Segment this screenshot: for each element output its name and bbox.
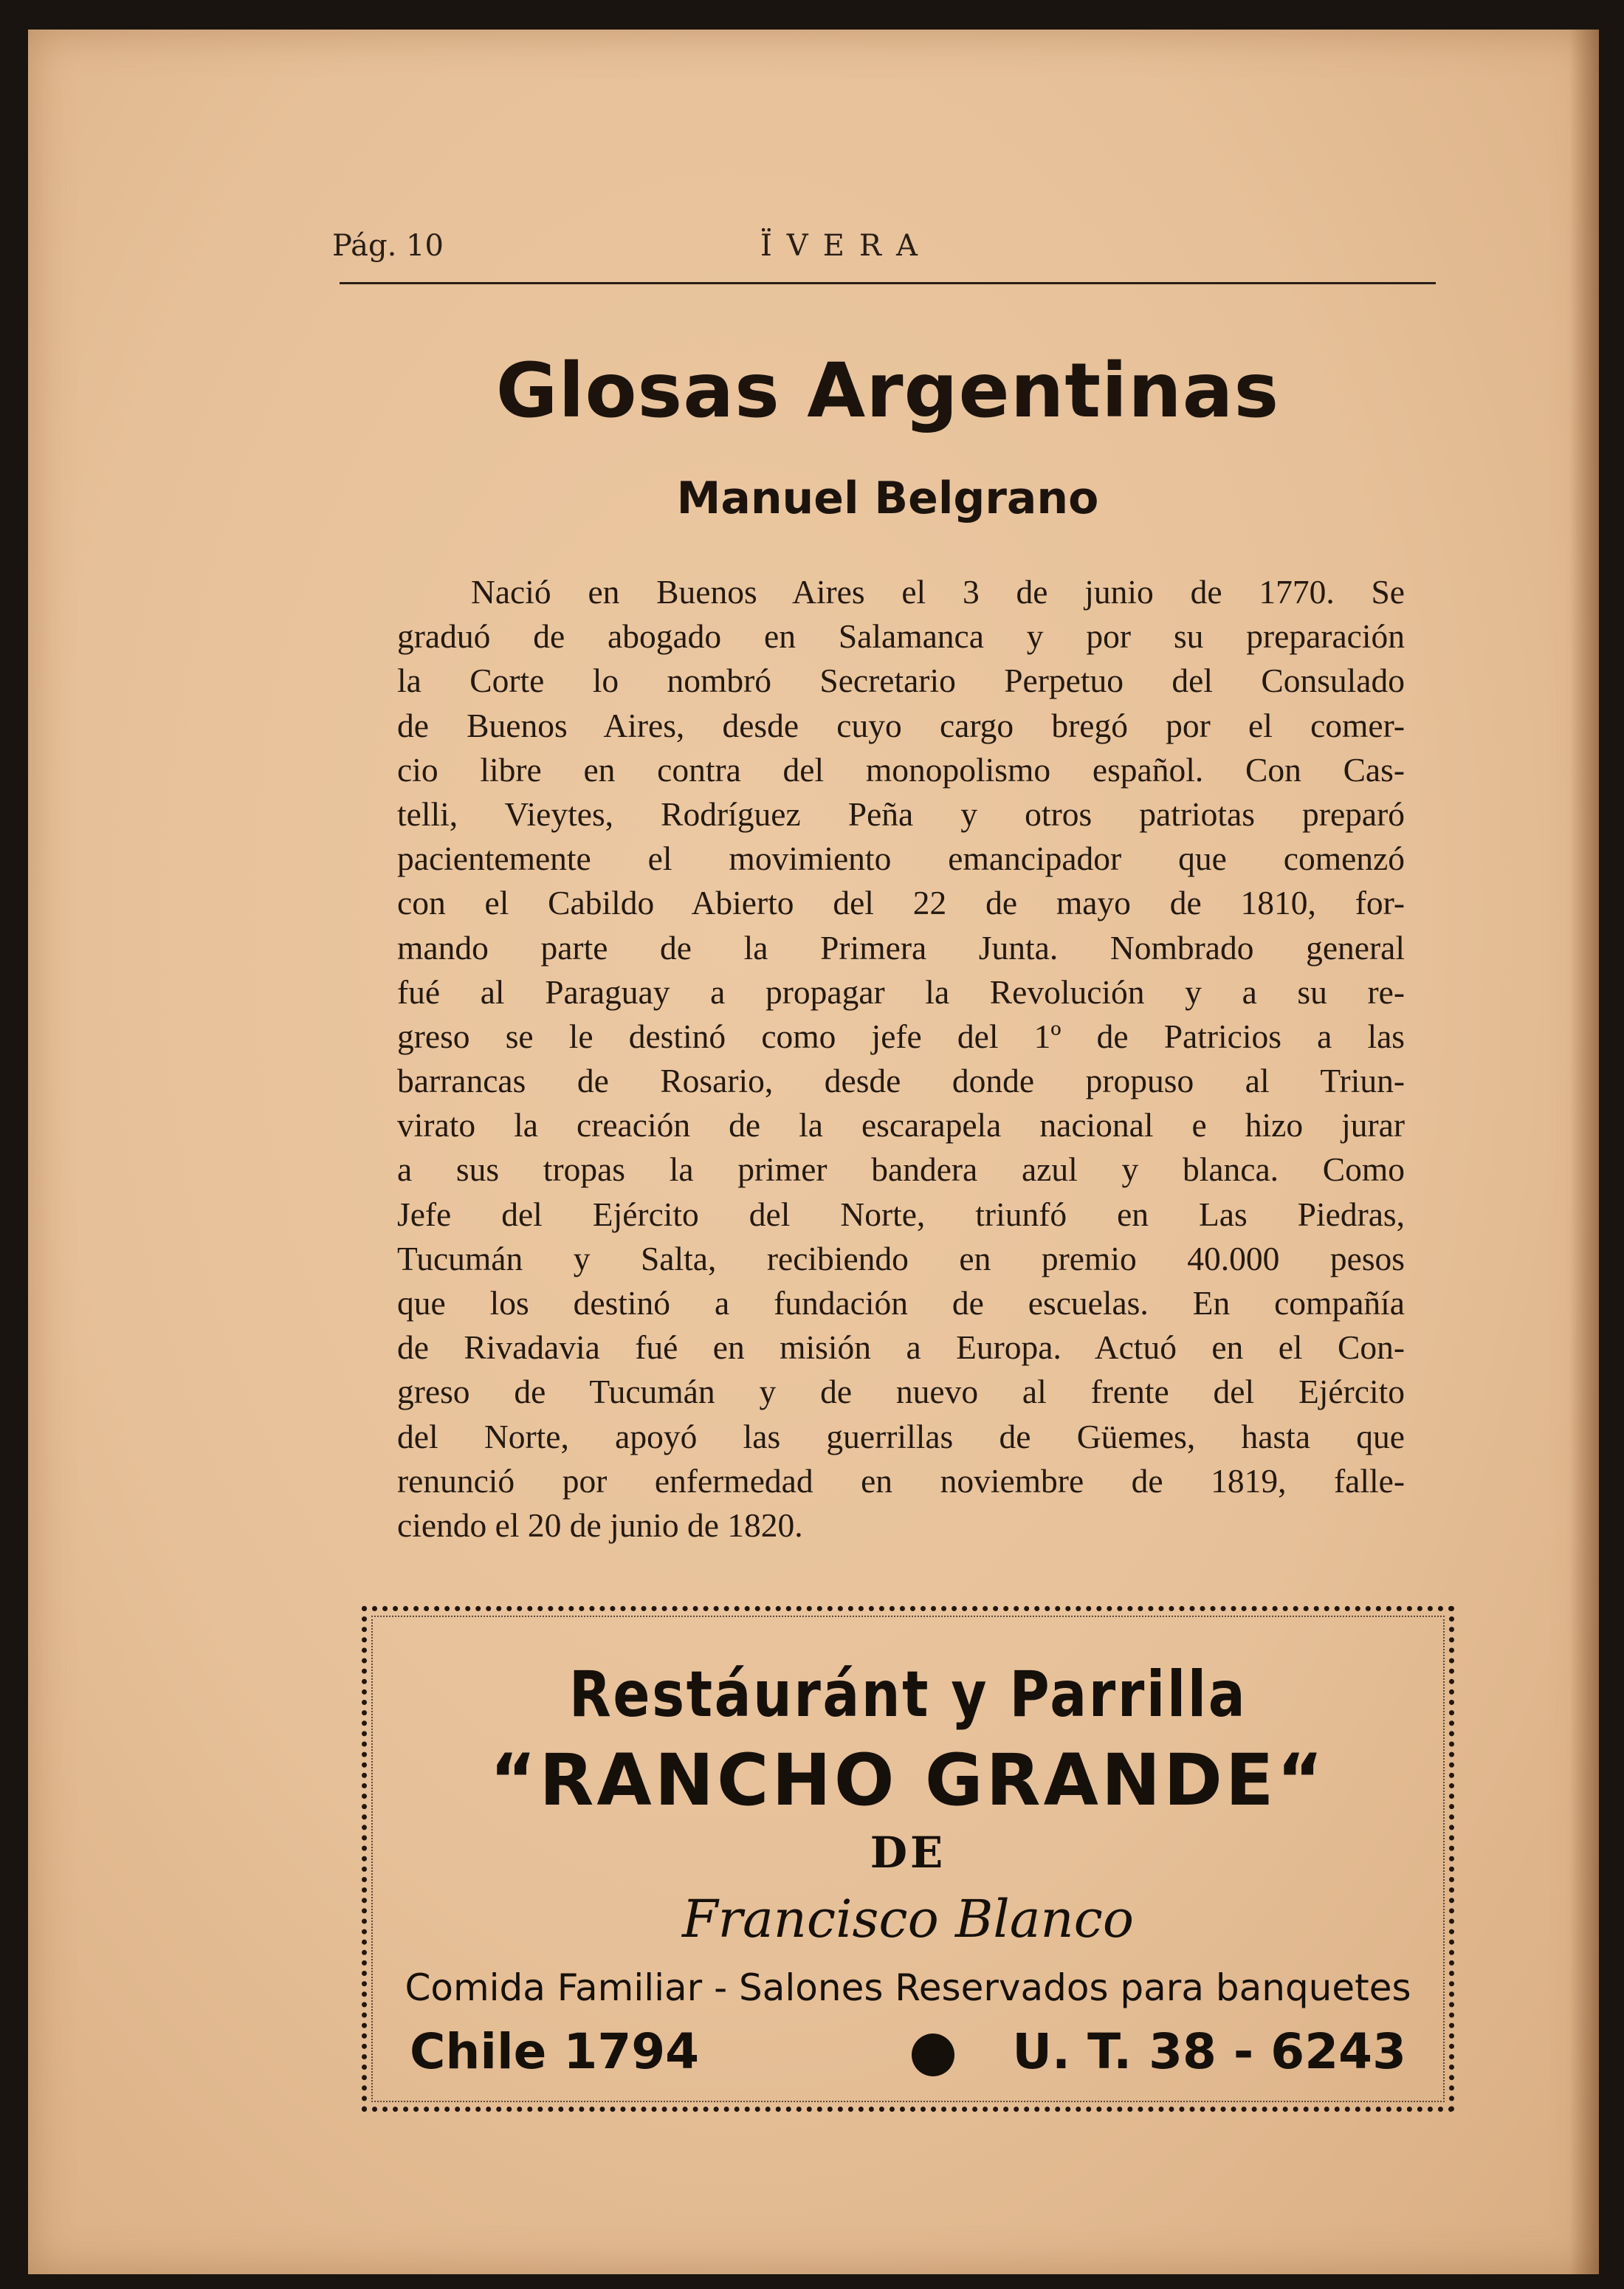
body-line: pacientemente el movimiento emancipador que comenzó: [397, 840, 1405, 878]
body-line: barrancas de Rosario, desde donde propuso al Triun-: [397, 1062, 1405, 1100]
body-line: graduó de abogado en Salamanca y por su preparación: [397, 617, 1405, 656]
body-line: greso de Tucumán y de nuevo al frente del Ejército: [397, 1373, 1405, 1411]
body-line: fué al Paraguay a propagar la Revolución y a su re-: [397, 972, 1405, 1011]
bullet-dot-icon: [912, 2034, 954, 2076]
body-line: que los destinó a fundación de escuelas. En compañía: [397, 1284, 1405, 1322]
body-line: Nació en Buenos Aires el 3 de junio de 1770. Se: [471, 573, 1405, 611]
header-rule: [340, 282, 1436, 284]
ad-owner-name: Francisco Blanco: [682, 1889, 1134, 1949]
body-line: telli, Vieytes, Rodríguez Peña y otros patriotas preparó: [397, 795, 1405, 833]
body-line: virato la creación de la escarapela nacional e hizo jurar: [397, 1106, 1405, 1144]
journal-name: ÏVERA: [760, 229, 932, 263]
ad-contact-row: [410, 2023, 1406, 2090]
body-line: del Norte, apoyó las guerrillas de Güemes, hasta que: [397, 1417, 1405, 1455]
article-title: Glosas Argentinas: [495, 347, 1280, 435]
article-body: [397, 570, 1405, 1548]
body-line: con el Cabildo Abierto del 22 de mayo de 1810, for-: [397, 884, 1405, 922]
restaurant-advertisement: [362, 1606, 1454, 2112]
page-number: Pág. 10: [332, 229, 444, 263]
article-subtitle: Manuel Belgrano: [676, 473, 1099, 524]
body-line: mando parte de la Primera Junta. Nombrado general: [397, 928, 1405, 967]
ad-tagline: Comida Familiar - Salones Reservados para banquetes: [405, 1966, 1411, 2009]
ad-phone: U. T. 38 - 6243: [1012, 2023, 1406, 2080]
body-line: Jefe del Ejército del Norte, triunfó en Las Piedras,: [397, 1195, 1405, 1233]
body-line: de Rivadavia fué en misión a Europa. Actuó en el Con-: [397, 1328, 1405, 1367]
ad-de: DE: [870, 1828, 946, 1878]
body-line: a sus tropas la primer bandera azul y blanca. Como: [397, 1150, 1405, 1189]
body-line: la Corte lo nombró Secretario Perpetuo del Consulado: [397, 662, 1405, 700]
body-line: cio libre en contra del monopolismo español. Con Cas-: [397, 750, 1405, 789]
body-line: de Buenos Aires, desde cuyo cargo bregó por el comer-: [397, 706, 1405, 744]
ad-restaurant-name: “RANCHO GRANDE“: [489, 1739, 1327, 1822]
body-line: ciendo el 20 de junio de 1820.: [397, 1506, 803, 1544]
running-header: [310, 229, 1439, 273]
ad-address: Chile 1794: [410, 2023, 700, 2080]
body-line: greso se le destinó como jefe del 1º de Patricios a las: [397, 1017, 1405, 1055]
body-line: renunció por enfermedad en noviembre de 1819, falle-: [397, 1461, 1405, 1500]
page-edge-shadow: [1569, 30, 1599, 2274]
body-line: Tucumán y Salta, recibiendo en premio 40.000 pesos: [397, 1239, 1405, 1277]
ad-heading: Restáuránt y Parrilla: [568, 1658, 1248, 1732]
